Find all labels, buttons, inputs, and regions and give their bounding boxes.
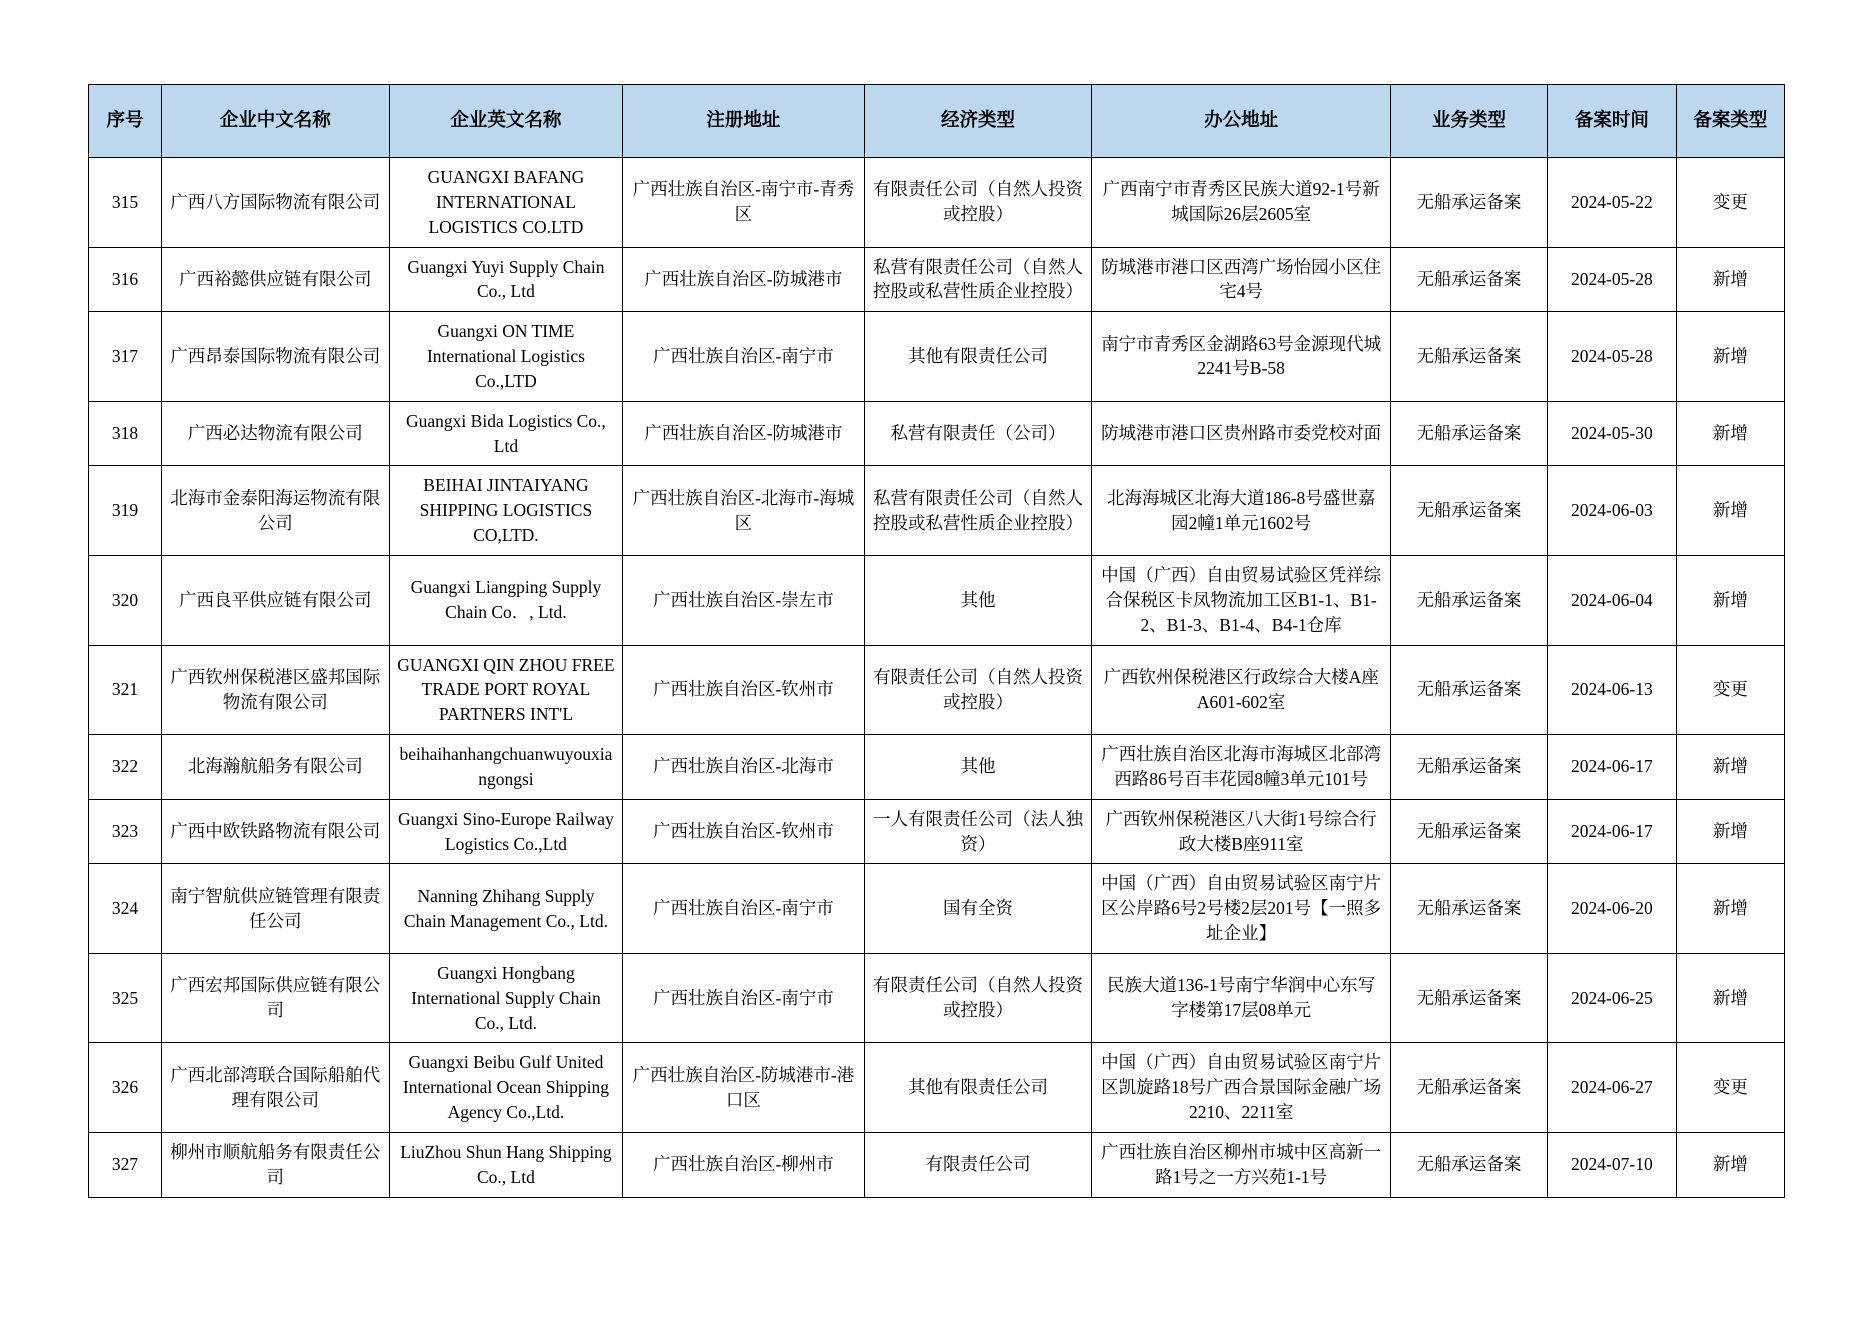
cell-en-name: Guangxi Bida Logistics Co., Ltd [389,401,622,466]
cell-business-type: 无船承运备案 [1390,466,1547,556]
cell-registered-address: 广西壮族自治区-南宁市 [623,864,864,954]
cell-record-type: 新增 [1676,1133,1784,1198]
cell-business-type: 无船承运备案 [1390,1043,1547,1133]
cell-index: 325 [89,953,162,1043]
cell-cn-name: 广西北部湾联合国际船舶代理有限公司 [161,1043,389,1133]
cell-record-date: 2024-06-13 [1548,645,1677,735]
table-row [89,312,1785,402]
cell-index: 315 [89,158,162,248]
cell-record-type: 新增 [1676,401,1784,466]
cell-record-date: 2024-05-22 [1548,158,1677,248]
cell-record-date: 2024-06-03 [1548,466,1677,556]
cell-office-address: 防城港市港口区西湾广场怡园小区住宅4号 [1092,247,1390,312]
cell-registered-address: 广西壮族自治区-崇左市 [623,555,864,645]
cell-office-address: 广西钦州保税港区八大街1号综合行政大楼B座911室 [1092,799,1390,864]
cell-registered-address: 广西壮族自治区-钦州市 [623,645,864,735]
cell-index: 323 [89,799,162,864]
cell-economic-type: 有限责任公司（自然人投资或控股） [864,953,1092,1043]
cell-index: 327 [89,1133,162,1198]
cell-record-type: 新增 [1676,312,1784,402]
cell-office-address: 南宁市青秀区金湖路63号金源现代城2241号B-58 [1092,312,1390,402]
cell-registered-address: 广西壮族自治区-北海市 [623,735,864,800]
table-row [89,645,1785,735]
cell-index: 318 [89,401,162,466]
cell-economic-type: 私营有限责任（公司） [864,401,1092,466]
cell-record-date: 2024-06-27 [1548,1043,1677,1133]
cell-business-type: 无船承运备案 [1390,735,1547,800]
cell-index: 320 [89,555,162,645]
column-header-record-type: 备案类型 [1676,85,1784,158]
cell-economic-type: 有限责任公司 [864,1133,1092,1198]
cell-record-type: 变更 [1676,1043,1784,1133]
cell-cn-name: 广西必达物流有限公司 [161,401,389,466]
cell-en-name: Guangxi Liangping Supply Chain Co．, Ltd. [389,555,622,645]
table-row [89,799,1785,864]
cell-record-date: 2024-06-04 [1548,555,1677,645]
cell-office-address: 防城港市港口区贵州路市委党校对面 [1092,401,1390,466]
cell-record-date: 2024-05-30 [1548,401,1677,466]
cell-index: 326 [89,1043,162,1133]
cell-registered-address: 广西壮族自治区-防城港市 [623,401,864,466]
cell-office-address: 民族大道136-1号南宁华润中心东写字楼第17层08单元 [1092,953,1390,1043]
cell-registered-address: 广西壮族自治区-防城港市 [623,247,864,312]
cell-business-type: 无船承运备案 [1390,312,1547,402]
cell-record-date: 2024-06-25 [1548,953,1677,1043]
table-row [89,466,1785,556]
cell-office-address: 北海海城区北海大道186-8号盛世嘉园2幢1单元1602号 [1092,466,1390,556]
cell-office-address: 广西壮族自治区北海市海城区北部湾西路86号百丰花园8幢3单元101号 [1092,735,1390,800]
table-body [89,158,1785,1198]
cell-record-date: 2024-06-20 [1548,864,1677,954]
cell-cn-name: 广西良平供应链有限公司 [161,555,389,645]
table-row [89,1043,1785,1133]
cell-registered-address: 广西壮族自治区-北海市-海城区 [623,466,864,556]
cell-en-name: Guangxi Hongbang International Supply Chain Co., Ltd. [389,953,622,1043]
column-header-index: 序号 [89,85,162,158]
cell-record-type: 新增 [1676,247,1784,312]
cell-record-type: 新增 [1676,466,1784,556]
cell-business-type: 无船承运备案 [1390,799,1547,864]
cell-en-name: GUANGXI BAFANG INTERNATIONAL LOGISTICS CO.LTD [389,158,622,248]
table-row [89,158,1785,248]
cell-en-name: GUANGXI QIN ZHOU FREE TRADE PORT ROYAL PARTNERS INT'L [389,645,622,735]
cell-economic-type: 其他有限责任公司 [864,312,1092,402]
cell-office-address: 广西南宁市青秀区民族大道92-1号新城国际26层2605室 [1092,158,1390,248]
cell-office-address: 广西壮族自治区柳州市城中区高新一路1号之一方兴苑1-1号 [1092,1133,1390,1198]
cell-record-type: 新增 [1676,735,1784,800]
cell-registered-address: 广西壮族自治区-南宁市 [623,953,864,1043]
table-row [89,555,1785,645]
table-row [89,864,1785,954]
cell-record-type: 新增 [1676,799,1784,864]
cell-business-type: 无船承运备案 [1390,555,1547,645]
cell-economic-type: 国有全资 [864,864,1092,954]
cell-index: 316 [89,247,162,312]
column-header-economic-type: 经济类型 [864,85,1092,158]
cell-cn-name: 广西昂泰国际物流有限公司 [161,312,389,402]
cell-en-name: Guangxi Yuyi Supply Chain Co., Ltd [389,247,622,312]
cell-record-date: 2024-06-17 [1548,735,1677,800]
cell-cn-name: 北海市金泰阳海运物流有限公司 [161,466,389,556]
cell-registered-address: 广西壮族自治区-防城港市-港口区 [623,1043,864,1133]
cell-business-type: 无船承运备案 [1390,401,1547,466]
table-row [89,247,1785,312]
cell-record-date: 2024-05-28 [1548,247,1677,312]
cell-index: 317 [89,312,162,402]
cell-cn-name: 柳州市顺航船务有限责任公司 [161,1133,389,1198]
cell-economic-type: 一人有限责任公司（法人独资） [864,799,1092,864]
cell-index: 322 [89,735,162,800]
column-header-cn-name: 企业中文名称 [161,85,389,158]
cell-index: 324 [89,864,162,954]
nvocc-registry-table [88,84,1785,1198]
cell-index: 319 [89,466,162,556]
cell-economic-type: 其他有限责任公司 [864,1043,1092,1133]
column-header-en-name: 企业英文名称 [389,85,622,158]
cell-registered-address: 广西壮族自治区-南宁市-青秀区 [623,158,864,248]
cell-cn-name: 广西中欧铁路物流有限公司 [161,799,389,864]
cell-registered-address: 广西壮族自治区-南宁市 [623,312,864,402]
cell-business-type: 无船承运备案 [1390,158,1547,248]
cell-record-date: 2024-06-17 [1548,799,1677,864]
column-header-business-type: 业务类型 [1390,85,1547,158]
cell-record-type: 新增 [1676,864,1784,954]
table-row [89,735,1785,800]
table-header-row [89,85,1785,158]
cell-cn-name: 南宁智航供应链管理有限责任公司 [161,864,389,954]
cell-en-name: Guangxi Beibu Gulf United International Ocean Shipping Agency Co.,Ltd. [389,1043,622,1133]
cell-business-type: 无船承运备案 [1390,864,1547,954]
cell-record-type: 变更 [1676,158,1784,248]
cell-record-date: 2024-05-28 [1548,312,1677,402]
cell-registered-address: 广西壮族自治区-柳州市 [623,1133,864,1198]
cell-economic-type: 其他 [864,735,1092,800]
table-row [89,401,1785,466]
cell-en-name: LiuZhou Shun Hang Shipping Co., Ltd [389,1133,622,1198]
table-row [89,1133,1785,1198]
cell-office-address: 中国（广西）自由贸易试验区南宁片区凯旋路18号广西合景国际金融广场2210、2211室 [1092,1043,1390,1133]
cell-record-type: 新增 [1676,953,1784,1043]
cell-en-name: Guangxi Sino-Europe Railway Logistics Co.,Ltd [389,799,622,864]
cell-registered-address: 广西壮族自治区-钦州市 [623,799,864,864]
cell-cn-name: 广西钦州保税港区盛邦国际物流有限公司 [161,645,389,735]
cell-en-name: Guangxi ON TIME International Logistics Co.,LTD [389,312,622,402]
table-row [89,953,1785,1043]
cell-business-type: 无船承运备案 [1390,953,1547,1043]
column-header-office-address: 办公地址 [1092,85,1390,158]
cell-record-date: 2024-07-10 [1548,1133,1677,1198]
cell-en-name: Nanning Zhihang Supply Chain Management Co., Ltd. [389,864,622,954]
cell-office-address: 中国（广西）自由贸易试验区南宁片区公岸路6号2号楼2层201号【一照多址企业】 [1092,864,1390,954]
cell-record-type: 新增 [1676,555,1784,645]
cell-economic-type: 有限责任公司（自然人投资或控股） [864,645,1092,735]
cell-cn-name: 广西八方国际物流有限公司 [161,158,389,248]
cell-record-type: 变更 [1676,645,1784,735]
cell-office-address: 中国（广西）自由贸易试验区凭祥综合保税区卡凤物流加工区B1-1、B1-2、B1-3、B1-4、B4-1仓库 [1092,555,1390,645]
cell-business-type: 无船承运备案 [1390,645,1547,735]
cell-en-name: beihaihanhangchuanwuyouxiangongsi [389,735,622,800]
cell-index: 321 [89,645,162,735]
column-header-registered-address: 注册地址 [623,85,864,158]
cell-economic-type: 其他 [864,555,1092,645]
cell-cn-name: 广西宏邦国际供应链有限公司 [161,953,389,1043]
cell-economic-type: 私营有限责任公司（自然人控股或私营性质企业控股） [864,247,1092,312]
cell-en-name: BEIHAI JINTAIYANG SHIPPING LOGISTICS CO,LTD. [389,466,622,556]
cell-business-type: 无船承运备案 [1390,247,1547,312]
cell-cn-name: 北海瀚航船务有限公司 [161,735,389,800]
cell-business-type: 无船承运备案 [1390,1133,1547,1198]
column-header-record-date: 备案时间 [1548,85,1677,158]
cell-cn-name: 广西裕懿供应链有限公司 [161,247,389,312]
cell-office-address: 广西钦州保税港区行政综合大楼A座A601-602室 [1092,645,1390,735]
cell-economic-type: 私营有限责任公司（自然人控股或私营性质企业控股） [864,466,1092,556]
cell-economic-type: 有限责任公司（自然人投资或控股） [864,158,1092,248]
table-header [89,85,1785,158]
